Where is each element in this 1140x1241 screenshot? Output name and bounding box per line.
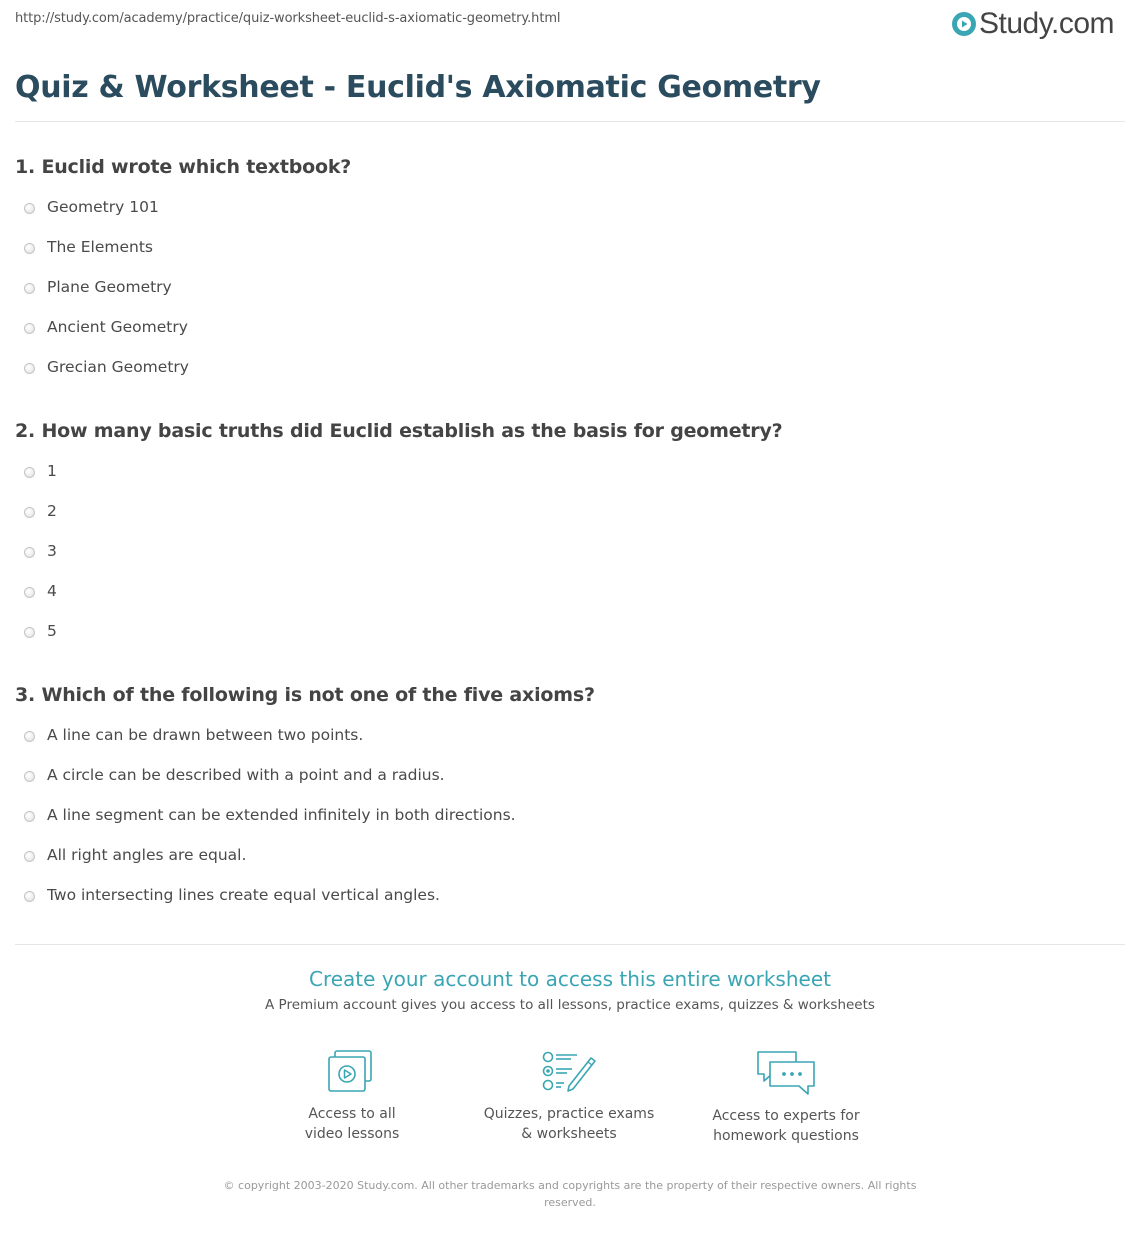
create-account-link[interactable]: Create your account to access this entire worksheet	[309, 967, 831, 991]
radio-button[interactable]	[24, 547, 35, 558]
play-logo-icon	[952, 12, 976, 36]
radio-button[interactable]	[24, 771, 35, 782]
option-label: Ancient Geometry	[47, 318, 188, 336]
radio-button[interactable]	[24, 323, 35, 334]
video-lessons-icon	[324, 1048, 380, 1096]
question-2	[15, 420, 782, 442]
feature-quizzes	[469, 1048, 669, 1144]
radio-button[interactable]	[24, 203, 35, 214]
option-label: 2	[47, 502, 57, 520]
premium-description: A Premium account gives you access to all lessons, practice exams, quizzes & worksheets	[265, 997, 875, 1013]
radio-button[interactable]	[24, 283, 35, 294]
radio-button[interactable]	[24, 467, 35, 478]
feature-line: Access to all	[308, 1106, 396, 1122]
radio-button[interactable]	[24, 731, 35, 742]
option-label: 1	[47, 462, 57, 480]
page-title: Quiz & Worksheet - Euclid's Axiomatic Geometry	[15, 70, 821, 105]
logo-text: Study.com	[979, 7, 1114, 40]
radio-button[interactable]	[24, 243, 35, 254]
divider	[15, 944, 1125, 945]
radio-button[interactable]	[24, 811, 35, 822]
option-label: 4	[47, 582, 57, 600]
copyright-notice: © copyright 2003-2020 Study.com. All other trademarks and copyrights are the property of their respective owners. All rights reserved.	[223, 1179, 917, 1209]
option-label: Two intersecting lines create equal vertical angles.	[47, 886, 440, 904]
quiz-checklist-icon	[539, 1048, 599, 1096]
question-title: 2. How many basic truths did Euclid establish as the basis for geometry?	[15, 420, 783, 442]
page-url: http://study.com/academy/practice/quiz-worksheet-euclid-s-axiomatic-geometry.html	[15, 11, 561, 26]
feature-line: Quizzes, practice exams	[483, 1106, 655, 1122]
feature-line: Access to experts for	[712, 1108, 860, 1124]
option-label: A line segment can be extended infinitely in both directions.	[47, 806, 516, 824]
study-logo[interactable]	[952, 6, 1114, 42]
radio-button[interactable]	[24, 363, 35, 374]
feature-experts	[686, 1048, 886, 1146]
feature-line: homework questions	[713, 1128, 859, 1144]
radio-button[interactable]	[24, 587, 35, 598]
feature-line: video lessons	[304, 1126, 400, 1142]
option-label: Geometry 101	[47, 198, 159, 216]
option-label: The Elements	[47, 238, 154, 256]
radio-button[interactable]	[24, 891, 35, 902]
radio-button[interactable]	[24, 627, 35, 638]
option-label: 3	[47, 542, 57, 560]
question-3	[15, 684, 595, 706]
option-label: 5	[47, 622, 57, 640]
question-1	[15, 156, 351, 178]
feature-line: & worksheets	[521, 1126, 617, 1142]
radio-button[interactable]	[24, 851, 35, 862]
option-label: Grecian Geometry	[47, 358, 189, 376]
radio-button[interactable]	[24, 507, 35, 518]
question-title: 1. Euclid wrote which textbook?	[15, 156, 352, 178]
question-title: 3. Which of the following is not one of the five axioms?	[15, 684, 595, 706]
divider	[15, 121, 1125, 122]
option-label: Plane Geometry	[47, 278, 172, 296]
option-label: A line can be drawn between two points.	[47, 726, 364, 744]
option-label: All right angles are equal.	[47, 846, 247, 864]
chat-bubbles-icon	[754, 1048, 818, 1098]
option-label: A circle can be described with a point and a radius.	[47, 766, 445, 784]
feature-video-lessons	[252, 1048, 452, 1144]
